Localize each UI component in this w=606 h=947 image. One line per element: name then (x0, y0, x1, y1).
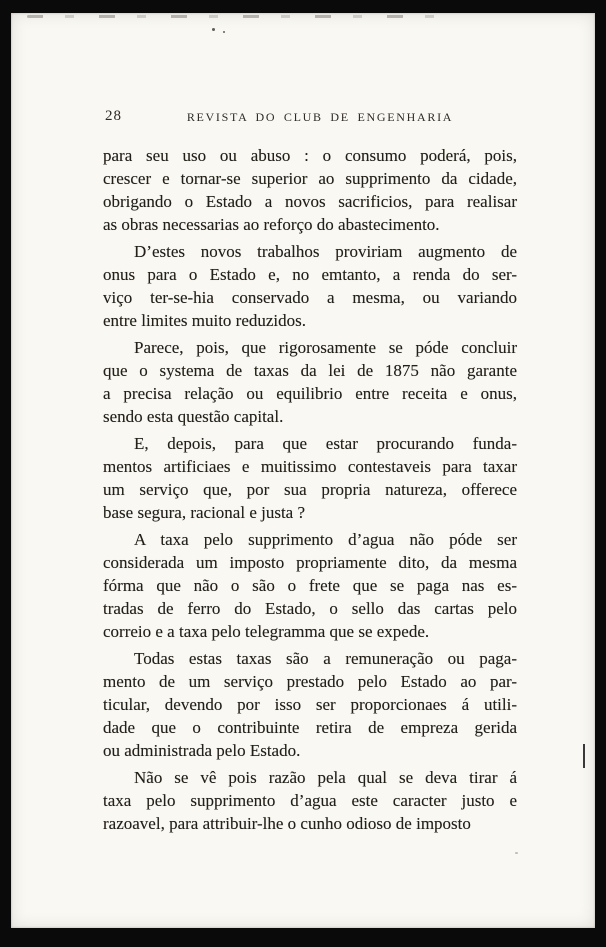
text-line: base segura, racional e justa ? (103, 503, 306, 522)
journal-title: REVISTA DO CLUB DE ENGENHARIA (186, 110, 454, 124)
text-line: correio e a taxa pelo telegramma que se expede. (103, 622, 430, 641)
text-line: que o systema de taxas da lei de 1875 não garante (103, 361, 517, 380)
text-line: considerada um imposto propriamente dito, da mesma (103, 553, 517, 572)
text-line: viço ter-se-hia conservado a mesma, ou variando (103, 288, 517, 307)
text-line: para seu uso ou abuso : o consumo poderá, pois, (103, 146, 517, 165)
page-header (103, 108, 517, 128)
text-line: fórma que não o são o frete que se paga nas es- (103, 576, 517, 595)
book-page (11, 13, 595, 928)
text-line: sendo esta questão capital. (103, 407, 284, 426)
text-line: tradas de ferro do Estado, o sello das cartas pelo (103, 599, 517, 618)
text-line: taxa pelo supprimento d’agua este caracter justo e (103, 791, 517, 810)
text-line: onus para o Estado e, no emtanto, a renda do ser- (103, 265, 517, 284)
scan-artifact-speck (212, 28, 215, 31)
text-line: mentos artificiaes e muitissimo contestaveis para taxar (103, 457, 517, 476)
text-line: mento de um serviço prestado pelo Estado ao par- (103, 672, 517, 691)
page-number: 28 (105, 108, 122, 124)
text-line: razoavel, para attribuir-lhe o cunho odioso de imposto (103, 814, 471, 833)
text-line: E, depois, para que estar procurando funda- (134, 434, 517, 453)
text-line: ticular, devendo por isso ser proporcionaes á utili- (103, 695, 517, 714)
paragraph (103, 766, 517, 835)
text-line: dade que o contribuinte retira de empreza gerida (103, 718, 517, 737)
paragraph (103, 528, 517, 643)
text-line: obrigando o Estado a novos sacrificios, para realisar (103, 192, 517, 211)
paragraph (103, 432, 517, 524)
text-line: um serviço que, por sua propria natureza, offerece (103, 480, 517, 499)
text-line: Todas estas taxas são a remuneração ou paga- (134, 649, 517, 668)
text-line: crescer e tornar-se superior ao supprimento da cidade, (103, 169, 517, 188)
scan-artifact-right-edge-line (583, 744, 585, 768)
scan-artifact-speck (515, 852, 518, 854)
text-line: ou administrada pelo Estado. (103, 741, 301, 760)
body-text (103, 144, 517, 835)
text-line: a precisa relação ou equilibrio entre receita e onus, (103, 384, 517, 403)
paragraph (103, 647, 517, 762)
text-line: D’estes novos trabalhos proviriam augmento de (134, 242, 517, 261)
scan-artifact-speck (223, 31, 225, 33)
paragraph (103, 144, 517, 236)
text-line: Parece, pois, que rigorosamente se póde concluir (134, 338, 517, 357)
text-line: Não se vê pois razão pela qual se deva tirar á (134, 768, 517, 787)
paragraph (103, 240, 517, 332)
scan-artifact-top-smudge (27, 15, 457, 18)
paragraph (103, 336, 517, 428)
text-line: entre limites muito reduzidos. (103, 311, 307, 330)
text-line: A taxa pelo supprimento d’agua não póde ser (134, 530, 517, 549)
text-line: as obras necessarias ao reforço do abastecimento. (103, 215, 440, 234)
